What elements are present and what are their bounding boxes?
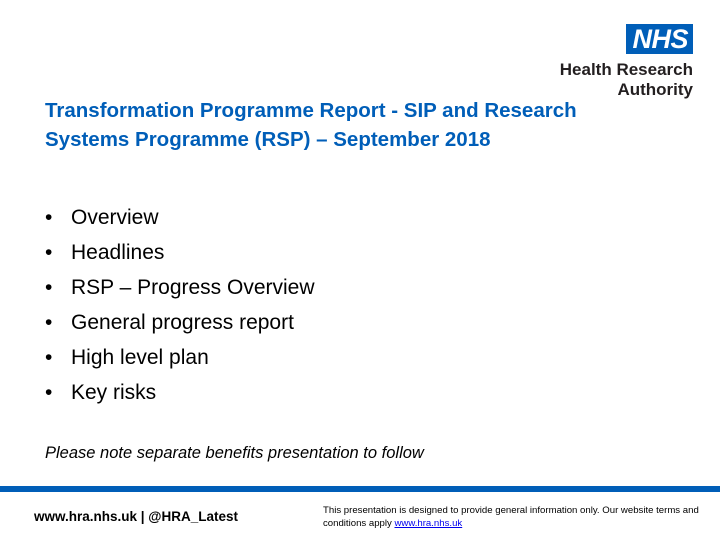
disclaimer-text: This presentation is designed to provide general information only. Our website terms and conditions apply	[323, 505, 699, 529]
agenda-list	[45, 200, 315, 410]
nhs-logo: NHS	[626, 24, 693, 54]
bullet-icon: •	[45, 206, 53, 229]
list-item	[45, 235, 315, 270]
list-item-label: Overview	[71, 206, 159, 229]
footer-disclaimer	[323, 504, 703, 530]
benefits-note: Please note separate benefits presentation to follow	[45, 444, 424, 462]
footer-website-handle: www.hra.nhs.uk | @HRA_Latest	[34, 509, 238, 524]
list-item-label: Key risks	[71, 381, 157, 404]
bullet-icon: •	[45, 276, 53, 299]
list-item-label: Headlines	[71, 241, 165, 264]
bullet-icon: •	[45, 381, 53, 404]
list-item	[45, 340, 315, 375]
bullet-icon: •	[45, 311, 53, 334]
list-item	[45, 375, 315, 410]
footer-divider	[0, 486, 720, 492]
list-item-label: General progress report	[71, 311, 294, 334]
list-item-label: RSP – Progress Overview	[71, 276, 315, 299]
bullet-icon: •	[45, 241, 53, 264]
hra-logo	[543, 24, 693, 100]
list-item	[45, 305, 315, 340]
list-item-label: High level plan	[71, 346, 209, 369]
list-item	[45, 270, 315, 305]
list-item	[45, 200, 315, 235]
website-link[interactable]: www.hra.nhs.uk	[394, 518, 463, 529]
org-name-line1: Health Research	[559, 60, 693, 79]
bullet-icon: •	[45, 346, 53, 369]
org-name-line2: Authority	[617, 80, 693, 99]
slide-title: Transformation Programme Report - SIP and Research Systems Programme (RSP) – September 2018	[45, 99, 577, 151]
org-name	[543, 60, 693, 100]
